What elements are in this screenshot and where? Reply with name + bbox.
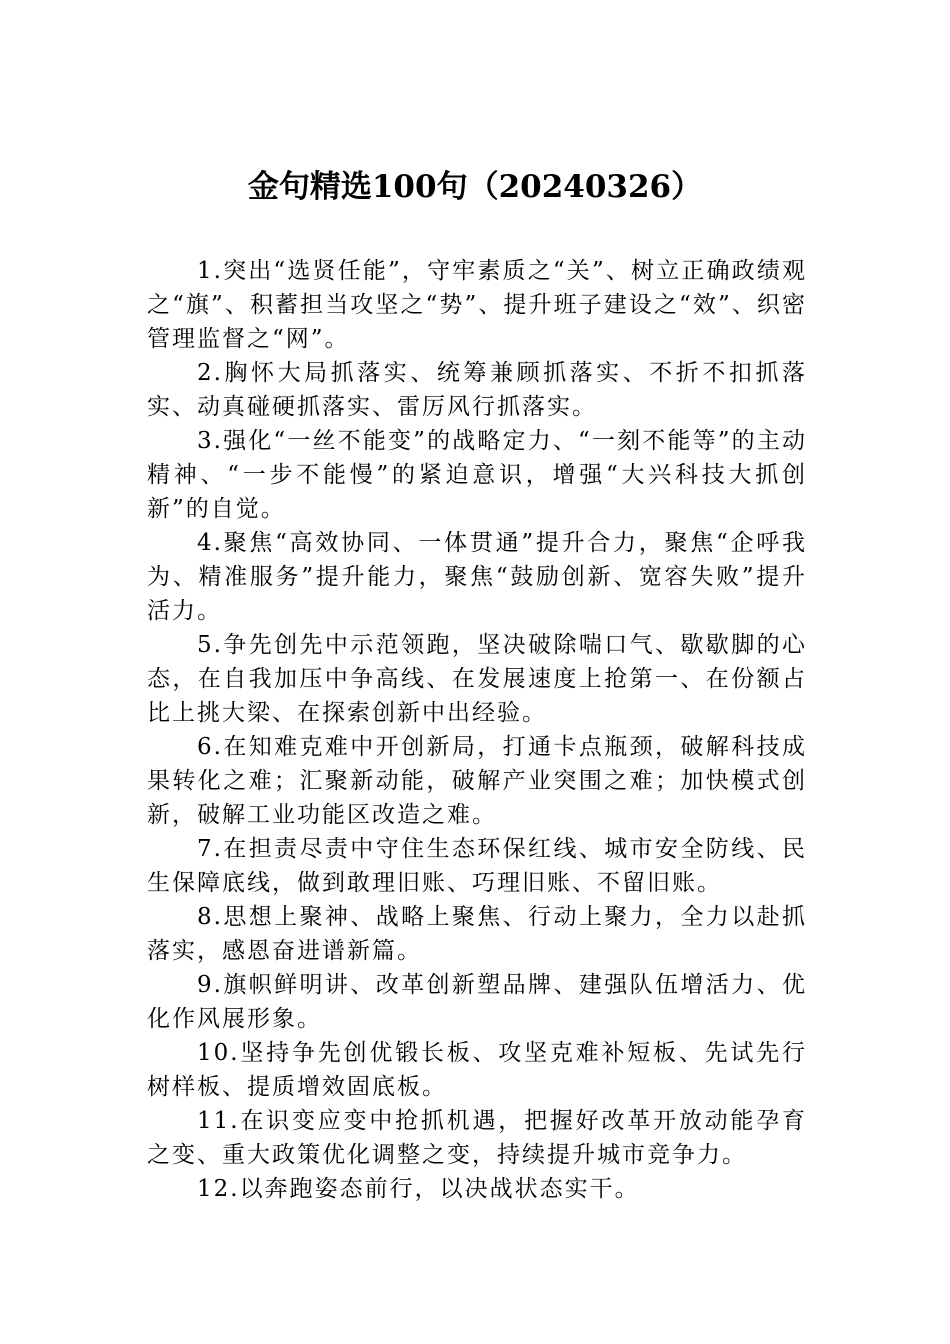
document-title: 金句精选100句（20240326） [247,169,703,205]
paragraph-12: 12.以奔跑姿态前行，以决战状态实干。 [197,1176,640,1202]
paragraph-6: 6.在知难克难中开创新局，打通卡点瓶颈，破解科技成果转化之难；汇聚新动能，破解产业突围之难；加快模式创新，破解工业功能区改造之难。 [147,734,807,828]
paragraph-5: 5.争先创先中示范领跑，坚决破除喘口气、歇歇脚的心态，在自我加压中争高线、在发展速度上抢第一、在份额占比上挑大梁、在探索创新中出经验。 [147,632,807,726]
paragraph-3: 3.强化“一丝不能变”的战略定力、“一刻不能等”的主动精神、“一步不能慢”的紧迫意识，增强“大兴科技大抓创新”的自觉。 [147,428,807,522]
paragraph-11: 11.在识变应变中抢抓机遇，把握好改革开放动能孕育之变、重大政策优化调整之变，持续提升城市竞争力。 [147,1108,807,1168]
paragraph-2: 2.胸怀大局抓落实、统筹兼顾抓落实、不折不扣抓落实、动真碰硬抓落实、雷厉风行抓落实。 [147,360,807,420]
document-body [147,254,807,1206]
paragraph-7: 7.在担责尽责中守住生态环保红线、城市安全防线、民生保障底线，做到敢理旧账、巧理旧账、不留旧账。 [147,836,807,896]
paragraph-9: 9.旗帜鲜明讲、改革创新塑品牌、建强队伍增活力、优化作风展形象。 [147,972,807,1032]
paragraph-10: 10.坚持争先创优锻长板、攻坚克难补短板、先试先行树样板、提质增效固底板。 [147,1040,807,1100]
paragraph-4: 4.聚焦“高效协同、一体贯通”提升合力，聚焦“企呼我为、精准服务”提升能力，聚焦“鼓励创新、宽容失败”提升活力。 [147,530,807,624]
paragraph-8: 8.思想上聚神、战略上聚焦、行动上聚力，全力以赴抓落实，感恩奋进谱新篇。 [147,904,807,964]
paragraph-1: 1.突出“选贤任能”，守牢素质之“关”、树立正确政绩观之“旗”、积蓄担当攻坚之“势”、提升班子建设之“效”、织密管理监督之“网”。 [147,258,807,352]
